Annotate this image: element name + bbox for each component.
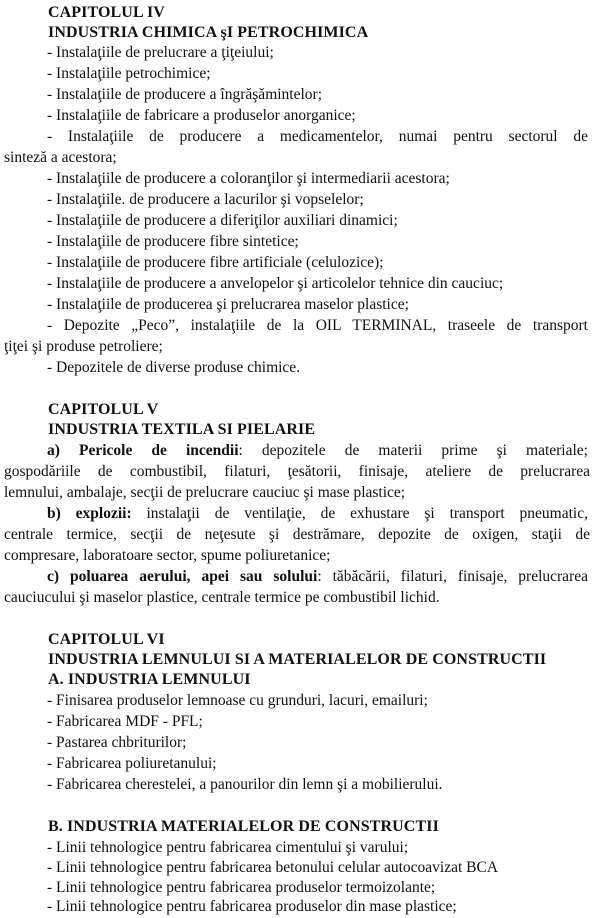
- list-item: - Finisarea produselor lemnoase cu grunduri, lacuri, emailuri;: [47, 692, 428, 709]
- list-item: - Depozite „Peco”, instalaţiile de la OIL TERMINAL, traseele de transport: [47, 317, 588, 334]
- list-item: - Linii tehnologice pentru fabricarea produselor termoizolante;: [47, 879, 436, 896]
- list-item: - Instalaţiile de producere a medicamentelor, numai pentru sectorul de: [47, 128, 588, 145]
- chapter-4-title: CAPITOLUL IV: [48, 4, 165, 21]
- paragraph-a-line: gospodăriile de combustibil, filaturi, ţesătorii, finisaje, ateliere de prelucrarea: [4, 463, 590, 480]
- list-item-continuation: sinteză a acestora;: [4, 149, 117, 166]
- list-item: - Linii tehnologice pentru fabricarea betonului celular autocoavizat BCA: [47, 859, 499, 876]
- section-b-title: B. INDUSTRIA MATERIALELOR DE CONSTRUCTII: [48, 818, 439, 835]
- list-item: - Fabricarea poliuretanului;: [47, 755, 217, 772]
- paragraph-c-label: c) poluarea aerului, apei sau solului: [47, 568, 318, 585]
- list-item: - Instalaţiile. de producere a lacurilor şi vopselelor;: [47, 191, 364, 208]
- chapter-5-title: CAPITOLUL V: [48, 401, 159, 418]
- list-item: - Instalaţiile de producere fibre sintetice;: [47, 233, 299, 250]
- paragraph-b-line: centrale termice, secţii de neţesute şi destrămare, depozite de oxigen, staţii de: [4, 526, 590, 543]
- list-item: - Instalaţiile de prelucrare a ţiţeiului;: [47, 44, 274, 61]
- paragraph-a-text: : depozitele de materii prime şi materiale;: [238, 442, 588, 459]
- paragraph-b-line: compresare, laboratoare sector, spume poliuretanice;: [4, 547, 331, 564]
- list-item: - Instalaţiile de producere fibre artificiale (celulozice);: [47, 254, 384, 271]
- list-item: - Instalaţiile de fabricare a produselor anorganice;: [47, 107, 356, 124]
- list-item: - Instalaţiile de producerea şi prelucrarea maselor plastice;: [47, 296, 409, 313]
- list-item: - Instalaţiile de producere a anvelopelor şi articolelor tehnice din cauciuc;: [47, 275, 504, 292]
- section-a-title: A. INDUSTRIA LEMNULUI: [48, 671, 251, 688]
- list-item: - Instalaţiile petrochimice;: [47, 65, 211, 82]
- chapter-5-subtitle: INDUSTRIA TEXTILA SI PIELARIE: [48, 421, 316, 438]
- list-item-continuation: ţiţei şi produse petroliere;: [4, 338, 163, 355]
- list-item: - Fabricarea cherestelei, a panourilor din lemn şi a mobilierului.: [47, 776, 443, 793]
- list-item: - Pastarea chbriturilor;: [47, 734, 187, 751]
- list-item: - Linii tehnologice pentru fabricarea produselor din mase plastice;: [47, 898, 457, 915]
- list-item: - Depozitele de diverse produse chimice.: [47, 359, 301, 376]
- list-item: - Instalaţiile de producere a îngrăşămintelor;: [47, 86, 323, 103]
- paragraph-b: [47, 504, 588, 524]
- list-item: - Linii tehnologice pentru fabricarea cimentului şi varului;: [47, 839, 409, 856]
- paragraph-a-label: a) Pericole de incendii: [47, 442, 239, 459]
- paragraph-b-text: instalaţii de ventilaţie, de exhustare şi transport pneumatic,: [131, 505, 588, 522]
- paragraph-b-label: b) explozii:: [47, 505, 132, 522]
- paragraph-a: [47, 441, 588, 461]
- chapter-6-title: CAPITOLUL VI: [48, 631, 165, 648]
- paragraph-c-line: cauciucului şi maselor plastice, centrale termice pe combustibil lichid.: [4, 589, 440, 606]
- paragraph-a-line: lemnului, ambalaje, secţii de prelucrare cauciuc şi mase plastice;: [4, 484, 406, 501]
- chapter-4-subtitle: INDUSTRIA CHIMICA şI PETROCHIMICA: [48, 24, 369, 41]
- paragraph-c: [47, 567, 588, 587]
- paragraph-c-text: : tăbăcării, filaturi, finisaje, prelucrarea: [317, 568, 588, 585]
- list-item: - Instalaţiile de producere a coloranţilor şi intermediarii acestora;: [47, 170, 450, 187]
- chapter-6-subtitle: INDUSTRIA LEMNULUI SI A MATERIALELOR DE CONSTRUCTII: [48, 651, 547, 668]
- list-item: - Instalaţiile de producere a diferiţilor auxiliari dinamici;: [47, 212, 398, 229]
- list-item: - Fabricarea MDF - PFL;: [47, 713, 203, 730]
